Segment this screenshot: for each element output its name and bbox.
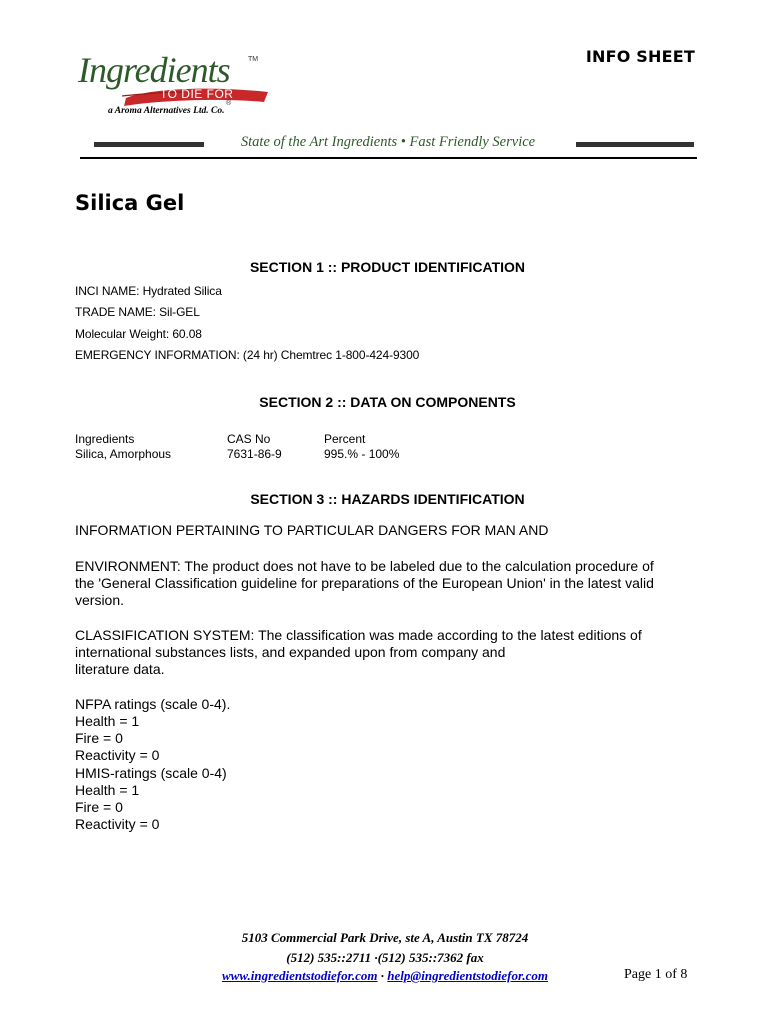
document-type-label: INFO SHEET bbox=[585, 47, 695, 66]
logo-ribbon-text: TO DIE FOR bbox=[160, 87, 234, 101]
inci-name: INCI NAME: Hydrated Silica bbox=[75, 284, 222, 298]
hmis-fire: Fire = 0 bbox=[75, 799, 123, 815]
classification-line-2: international substances lists, and expanded upon from company and bbox=[75, 644, 506, 660]
table-cell-ingredient: Silica, Amorphous bbox=[75, 447, 172, 461]
trademark-symbol: TM bbox=[248, 56, 259, 63]
nfpa-heading: NFPA ratings (scale 0-4). bbox=[75, 696, 231, 712]
environment-line-3: version. bbox=[75, 592, 125, 608]
header-bar-left bbox=[94, 142, 204, 147]
page-number: Page 1 of 8 bbox=[624, 967, 688, 982]
table-header-percent: Percent bbox=[324, 432, 366, 446]
section-2-heading: SECTION 2 :: DATA ON COMPONENTS bbox=[259, 394, 516, 410]
table-cell-cas: 7631-86-9 bbox=[227, 447, 282, 461]
environment-line-2: the 'General Classification guideline for preparations of the European Union' in the latest valid bbox=[75, 575, 654, 591]
header-divider bbox=[80, 157, 697, 159]
environment-line-1: ENVIRONMENT: The product does not have to be labeled due to the calculation procedure of bbox=[75, 558, 654, 574]
footer-phone: (512) 535::2711 ·(512) 535::7362 fax bbox=[286, 950, 484, 965]
section-3-heading: SECTION 3 :: HAZARDS IDENTIFICATION bbox=[250, 491, 525, 507]
registered-symbol: ® bbox=[226, 100, 232, 107]
logo-wordmark: Ingredients bbox=[78, 50, 230, 90]
classification-line-1: CLASSIFICATION SYSTEM: The classification was made according to the latest editions of bbox=[75, 627, 642, 643]
nfpa-fire: Fire = 0 bbox=[75, 730, 123, 746]
molecular-weight: Molecular Weight: 60.08 bbox=[75, 327, 202, 341]
classification-line-3: literature data. bbox=[75, 661, 165, 677]
nfpa-reactivity: Reactivity = 0 bbox=[75, 747, 160, 763]
logo-subtitle: a Aroma Alternatives Ltd. Co. bbox=[108, 106, 225, 116]
header-bar-right bbox=[576, 142, 694, 147]
hmis-reactivity: Reactivity = 0 bbox=[75, 816, 160, 832]
company-logo bbox=[78, 46, 278, 122]
nfpa-health: Health = 1 bbox=[75, 713, 140, 729]
email-link[interactable]: help@ingredientstodiefor.com bbox=[387, 968, 548, 983]
website-link[interactable]: www.ingredientstodiefor.com bbox=[222, 968, 378, 983]
footer-links bbox=[100, 968, 670, 984]
emergency-information: EMERGENCY INFORMATION: (24 hr) Chemtrec 1-800-424-9300 bbox=[75, 348, 420, 362]
hmis-heading: HMIS-ratings (scale 0-4) bbox=[75, 765, 227, 781]
trade-name: TRADE NAME: Sil-GEL bbox=[75, 305, 200, 319]
section-1-heading: SECTION 1 :: PRODUCT IDENTIFICATION bbox=[249, 259, 526, 275]
dangers-paragraph: INFORMATION PERTAINING TO PARTICULAR DANGERS FOR MAN AND bbox=[75, 522, 549, 538]
product-title: Silica Gel bbox=[75, 191, 185, 215]
footer-address: 5103 Commercial Park Drive, ste A, Austin TX 78724 bbox=[241, 930, 529, 945]
tagline: State of the Art Ingredients • Fast Friendly Service bbox=[240, 134, 536, 150]
hmis-health: Health = 1 bbox=[75, 782, 140, 798]
table-cell-percent: 995.% - 100% bbox=[324, 447, 400, 461]
footer-separator: · bbox=[380, 968, 385, 983]
table-header-cas: CAS No bbox=[227, 432, 271, 446]
table-header-ingredients: Ingredients bbox=[75, 432, 135, 446]
